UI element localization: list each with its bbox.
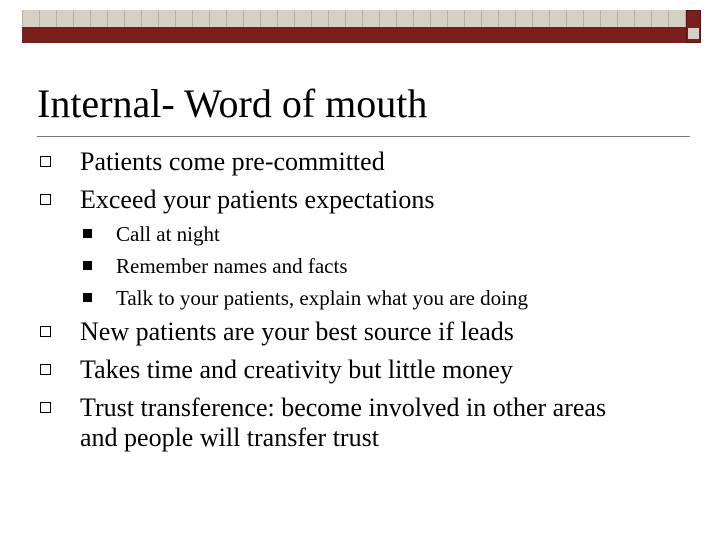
hollow-square-bullet-icon [40,402,51,413]
sub-bullet-item: Call at night [116,222,220,246]
bullet-item: Takes time and creativity but little money [80,355,513,384]
solid-square-bullet-icon [83,261,92,270]
hollow-square-bullet-icon [40,156,51,167]
bullet-item: Patients come pre-committed [80,147,385,176]
solid-square-bullet-icon [83,293,92,302]
sub-bullet-item: Remember names and facts [116,254,348,278]
slide-title: Internal- Word of mouth [37,81,428,126]
bullet-item: New patients are your best source if leads [80,317,514,346]
header-decoration-grid [22,10,686,27]
bullet-item-continuation: and people will transfer trust [80,423,379,452]
hollow-square-bullet-icon [40,194,51,205]
sub-bullet-item: Talk to your patients, explain what you are doing [116,286,529,310]
hollow-square-bullet-icon [40,364,51,375]
hollow-square-bullet-icon [40,326,51,337]
header-decoration-square-inner [688,28,699,39]
header-decoration-stripe [22,27,686,43]
title-divider [37,136,690,137]
solid-square-bullet-icon [83,229,92,238]
bullet-item: Trust transference: become involved in other areas [80,393,607,422]
bullet-item: Exceed your patients expectations [80,185,435,214]
